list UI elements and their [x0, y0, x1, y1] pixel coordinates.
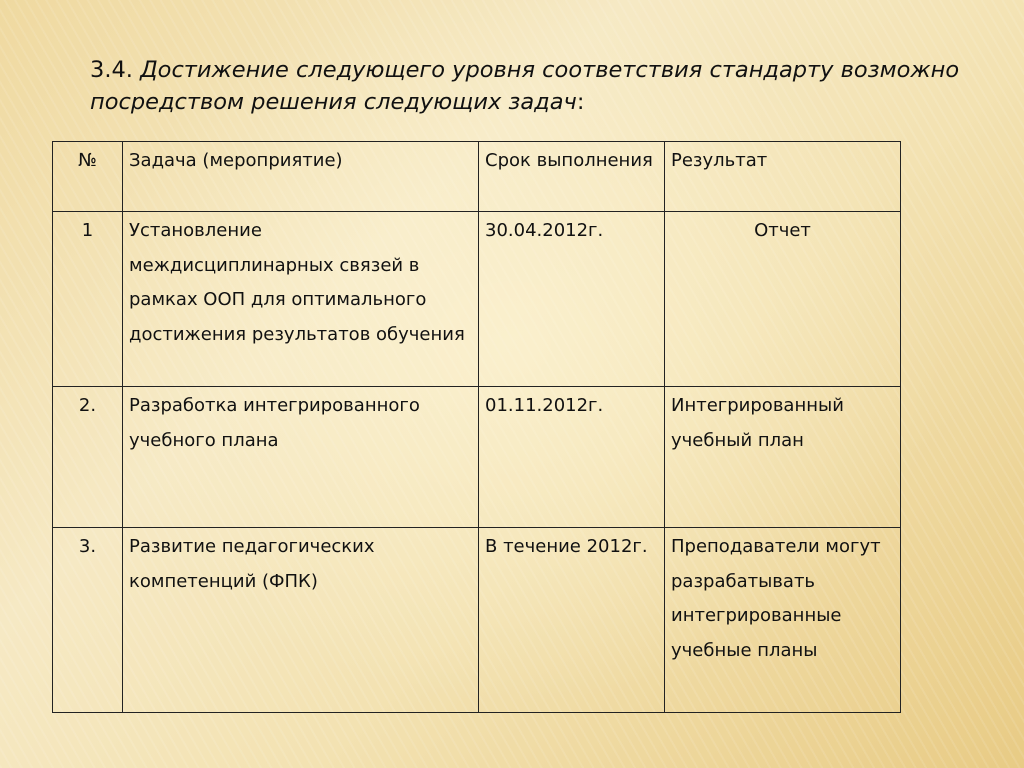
table-header-row	[53, 142, 901, 212]
table-row	[53, 212, 901, 387]
table-row	[53, 528, 901, 713]
tasks-table	[52, 141, 901, 713]
row-result: Преподаватели могут разрабатывать интегрированные учебные планы	[665, 528, 901, 713]
row-deadline: 01.11.2012г.	[479, 387, 665, 528]
section-number: 3.4.	[90, 57, 133, 83]
header-number: №	[53, 142, 123, 212]
row-deadline: 30.04.2012г.	[479, 212, 665, 387]
row-result: Интегрированный учебный план	[665, 387, 901, 528]
row-number: 2.	[53, 387, 123, 528]
header-result: Результат	[665, 142, 901, 212]
row-deadline: В течение 2012г.	[479, 528, 665, 713]
table-row	[53, 387, 901, 528]
row-task: Установление междисциплинарных связей в рамках ООП для оптимального достижения результатов обучения	[123, 212, 479, 387]
heading-colon: :	[576, 89, 585, 115]
section-heading-text: Достижение следующего уровня соответствия стандарту возможно посредством решения следующих задач	[90, 57, 960, 115]
header-deadline: Срок выполнения	[479, 142, 665, 212]
row-task: Развитие педагогических компетенций (ФПК)	[123, 528, 479, 713]
row-number: 3.	[53, 528, 123, 713]
row-number: 1	[53, 212, 123, 387]
header-task: Задача (мероприятие)	[123, 142, 479, 212]
slide-title	[90, 54, 970, 118]
row-task: Разработка интегрированного учебного плана	[123, 387, 479, 528]
row-result: Отчет	[665, 212, 901, 387]
